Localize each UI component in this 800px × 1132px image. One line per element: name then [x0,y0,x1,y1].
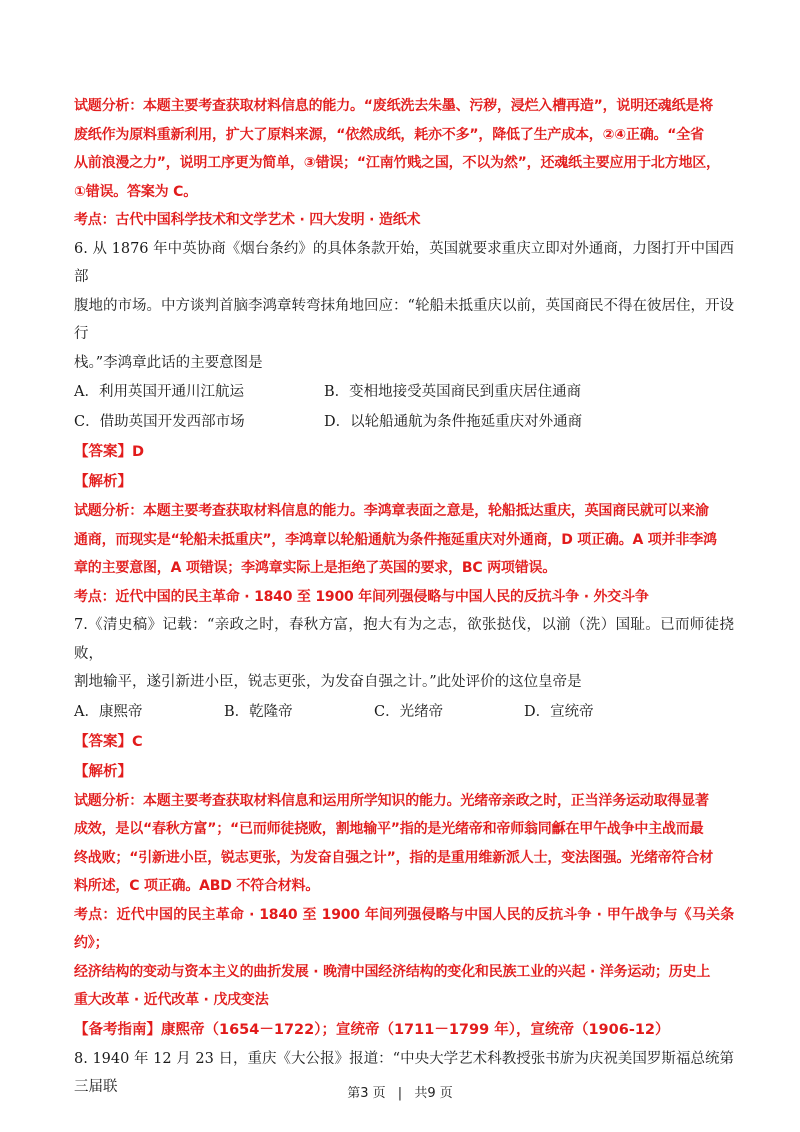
p1-kaodian: 考点：古代中国科学技术和文学艺术 · 四大发明 · 造纸术 [74,212,421,228]
q6-jiexi: 【解析】 [74,474,132,490]
question-7 [74,611,734,1045]
q7-analysis-line: 试题分析：本题主要考查获取材料信息和运用所学知识的能力。光绪帝亲政之时，正当洋务运动取得显著 [74,792,709,809]
q6-stem-line: 6. 从 1876 年中英协商《烟台条约》的具体条款开始，英国就要求重庆立即对外通商，力图打开中国西部 [74,240,734,285]
q7-jiexi: 【解析】 [74,763,132,780]
q6-analysis-line: 试题分析：本题主要考查获取材料信息的能力。李鸿章表面之意是，轮船抵达重庆，英国商民就可以来渝 [74,503,709,519]
q6-option-a: A．利用英国开通川江航运 [74,384,244,400]
q7-beikao: 【备考指南】康熙帝（1654－1722）；宣统帝（1711－1799 年），宣统帝（1906-12） [74,1021,670,1038]
q8-stem: 8. 1940 年 12 月 23 日，重庆《大公报》报道：“中央大学艺术科教授张书旂为庆祝美国罗斯福总统第三届联 [74,1050,734,1095]
q7-kaodian-line: 考点：近代中国的民主革命 · 1840 至 1900 年间列强侵略与中国人民的反抗斗争 · 甲午战争与《马关条约》； [74,906,734,951]
q6-option-c: C．借助英国开发西部市场 [74,414,245,430]
q7-option-d: D．宣统帝 [524,703,594,720]
q7-analysis-line: 料所述，C 项正确。ABD 不符合材料。 [74,878,320,894]
q7-option-b: B．乾隆帝 [224,703,293,720]
analysis-line: ①错误。答案为 C。 [74,183,198,200]
q6-options-row [74,407,734,437]
analysis-line: 废纸作为原料重新利用，扩大了原料来源，“依然成纸，耗亦不多”，降低了生产成本，②④正确。“全省 [74,126,704,143]
q7-analysis-line: 终战败；“引新进小臣，锐志更张，为发奋自强之计”，指的是重用维新派人士，变法图强。光绪帝符合材 [74,849,713,866]
page-total: 共9 页 [414,1086,453,1101]
q7-kaodian-line: 经济结构的变动与资本主义的曲折发展 · 晚清中国经济结构的变化和民族工业的兴起 · 洋务运动；历史上 [74,963,711,980]
q6-option-b: B．变相地接受英国商民到重庆居住通商 [324,384,582,400]
analysis-line: 试题分析：本题主要考查获取材料信息的能力。“废纸洗去朱墨、污秽，浸烂入槽再造”，说明还魂纸是将 [74,98,713,114]
q6-option-d: D．以轮船通航为条件拖延重庆对外通商 [324,414,583,430]
page-number: 第3 页 [347,1086,386,1101]
q7-options-row [74,697,734,727]
q7-option-c: C．光绪帝 [374,703,444,720]
q6-kaodian: 考点：近代中国的民主革命 · 1840 至 1900 年间列强侵略与中国人民的反抗斗争 · 外交斗争 [74,588,649,605]
q7-option-a: A．康熙帝 [74,703,143,720]
footer-separator: | [397,1086,403,1101]
q6-stem-line: 腹地的市场。中方谈判首脑李鸿章转弯抹角地回应：“轮船未抵重庆以前，英国商民不得在彼居住，开设行 [74,297,734,342]
q6-stem-line: 栈。”李鸿章此话的主要意图是 [74,354,263,371]
p1-analysis [74,92,734,206]
q6-analysis-line: 通商，而现实是“轮船未抵重庆”，李鸿章以轮船通航为条件拖延重庆对外通商，D 项正确。A 项并非李鸿 [74,531,717,548]
document-page [74,92,734,1102]
q7-answer: 【答案】C [74,733,143,750]
q6-analysis-line: 章的主要意图，A 项错误；李鸿章实际上是拒绝了英国的要求，BC 两项错误。 [74,560,557,576]
q7-stem-line: 割地输平，遂引新进小臣，锐志更张，为发奋自强之计。”此处评价的这位皇帝是 [74,674,582,690]
q7-analysis-line: 成效，是以“春秋方富”；“已而师徒挠败，割地输平”指的是光绪帝和帝师翁同龢在甲午战争中主战而最 [74,821,704,837]
q7-kaodian-line: 重大改革 · 近代改革 · 戊戌变法 [74,992,269,1008]
q6-answer: 【答案】D [74,444,145,460]
analysis-line: 从前浪漫之力”，说明工序更为简单，③错误；“江南竹贱之国，不以为然”，还魂纸主要应用于北方地区， [74,155,720,171]
q7-stem-line: 7.《清史稿》记载：“亲政之时，春秋方富，抱大有为之志，欲张挞伐，以湔（洗）国耻。已而师徒挠败， [74,617,734,662]
question-6 [74,235,734,612]
q6-options-row [74,377,734,407]
page-footer [0,1082,800,1101]
